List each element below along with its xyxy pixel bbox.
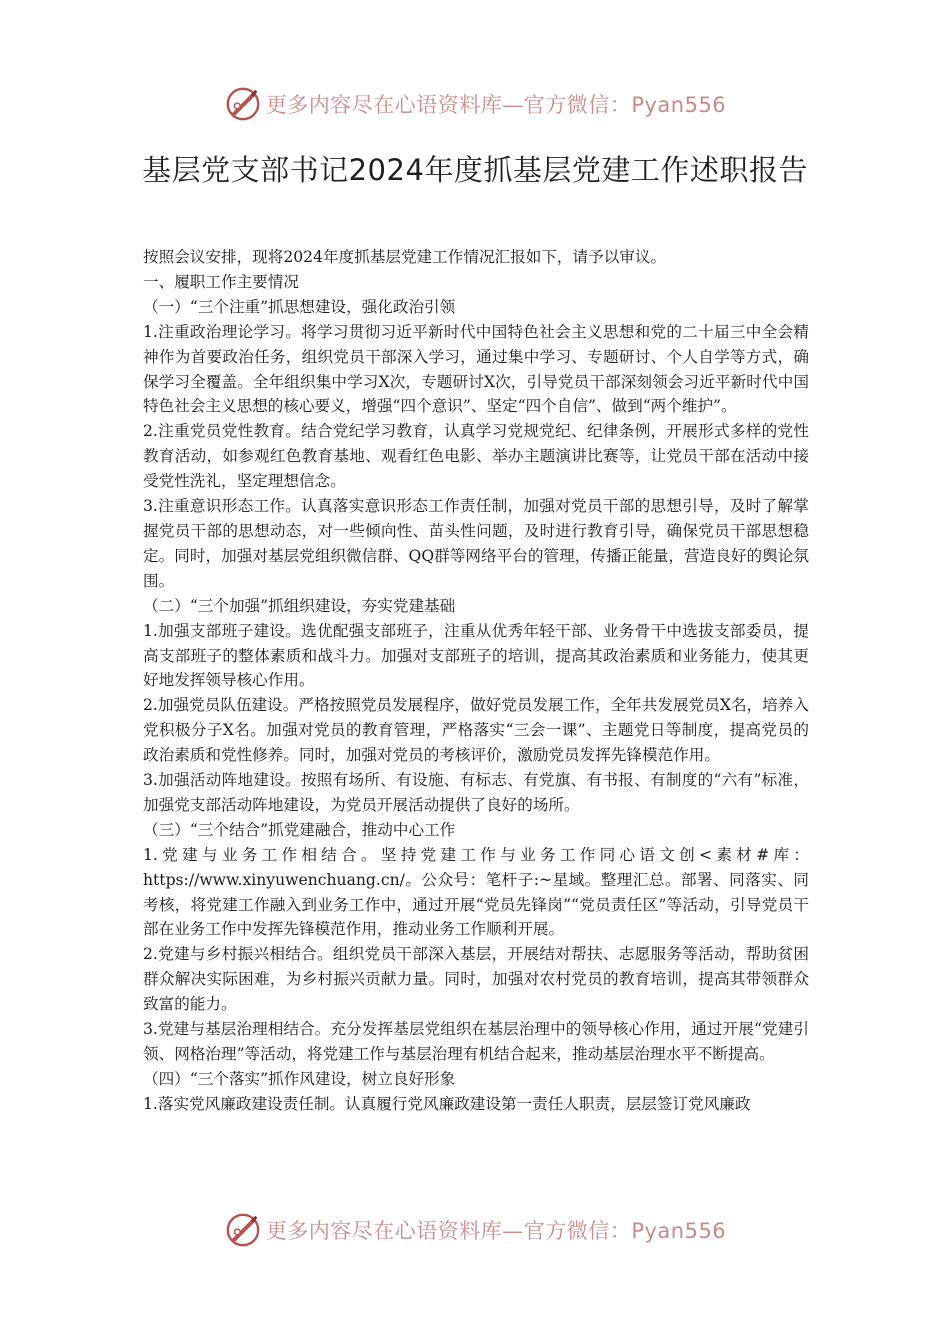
pen-logo-icon xyxy=(224,1211,262,1249)
paragraph: 2.注重党员党性教育。结合党纪学习教育，认真学习党规党纪、纪律条例，开展形式多样的党性教育活动，如参观红色教育基地、观看红色电影、举办主题演讲比赛等，让党员干部在活动中接受党性洗礼，坚定理想信念。 xyxy=(143,422,809,491)
paragraph: 1.落实党风廉政建设责任制。认真履行党风廉政建设第一责任人职责，层层签订党风廉政 xyxy=(143,1094,751,1113)
paragraph: 2.党建与乡村振兴相结合。组织党员干部深入基层，开展结对帮扶、志愿服务等活动，帮助贫困群众解决实际困难，为乡村振兴贡献力量。同时，加强对农村党员的教育培训，提高其带领群众致富的能力。 xyxy=(143,945,809,1014)
wechat-id: Pyan556 xyxy=(631,1219,727,1243)
section-heading: 一、履职工作主要情况 xyxy=(143,272,299,291)
pen-logo-icon xyxy=(224,85,262,123)
document-title: 基层党支部书记2024年度抓基层党建工作述职报告 xyxy=(142,153,808,187)
subsection-heading: （四）“三个落实”抓作风建设，树立良好形象 xyxy=(143,1069,456,1088)
paragraph: 按照会议安排，现将2024年度抓基层党建工作情况汇报如下，请予以审议。 xyxy=(143,248,667,266)
paragraph: 3.党建与基层治理相结合。充分发挥基层党组织在基层治理中的领导核心作用，通过开展“党建引领、网格治理”等活动，将党建工作与基层治理有机结合起来，推动基层治理水平不断提高。 xyxy=(143,1020,809,1063)
subsection-heading: （一）“三个注重”抓思想建设，强化政治引领 xyxy=(143,297,456,316)
header-banner xyxy=(0,84,950,124)
subsection-heading: （二）“三个加强”抓组织建设，夯实党建基础 xyxy=(143,596,456,615)
document-body xyxy=(143,245,809,1117)
wechat-id: Pyan556 xyxy=(631,93,727,117)
banner-text: 更多内容尽在心语资料库—官方微信：Pyan556 xyxy=(265,93,727,117)
footer-banner xyxy=(0,1210,950,1250)
subsection-heading: （三）“三个结合”抓党建融合，推动中心工作 xyxy=(143,820,456,839)
paragraph: 3.注重意识形态工作。认真落实意识形态工作责任制，加强对党员干部的思想引导，及时了解掌握党员干部的思想动态，对一些倾向性、苗头性问题，及时进行教育引导，确保党员干部思想稳定。同时，加强对基层党组织微信群、QQ群等网络平台的管理，传播正能量，营造良好的舆论氛围。 xyxy=(143,497,809,590)
banner-text: 更多内容尽在心语资料库—官方微信：Pyan556 xyxy=(265,1219,727,1243)
paragraph: 1.加强支部班子建设。选优配强支部班子，注重从优秀年轻干部、业务骨干中选拔支部委员，提高支部班子的整体素质和战斗力。加强对支部班子的培训，提高其政治素质和业务能力，使其更好地发挥领导核心作用。 xyxy=(143,621,809,690)
paragraph: 1.注重政治理论学习。将学习贯彻习近平新时代中国特色社会主义思想和党的二十届三中全会精神作为首要政治任务，组织党员干部深入学习，通过集中学习、专题研讨、个人自学等方式，确保学习全覆盖。全年组织集中学习X次，专题研讨X次，引导党员干部深刻领会习近平新时代中国特色社会主义思想的核心要义，增强“四个意识”、坚定“四个自信”、做到“两个维护”。 xyxy=(143,322,809,416)
paragraph: 2.加强党员队伍建设。严格按照党员发展程序，做好党员发展工作，全年共发展党员X名，培养入党积极分子X名。加强对党员的教育管理，严格落实“三会一课”、主题党日等制度，提高党员的政治素质和党性修养。同时，加强对党员的考核评价，激励党员发挥先锋模范作用。 xyxy=(143,696,809,765)
paragraph: 1.党建与业务工作相结合。坚持党建工作与业务工作同心语文创<素材#库：https://www.xinyuwenchuang.cn/。公众号：笔杆子:~星域。整理汇总。部署、同落实、同考核，将党建工作融入到业务工作中，通过开展“党员先锋岗”“党员责任区”等活动，引导党员干部在业务工作中发挥先锋模范作用，推动业务工作顺利开展。 xyxy=(143,845,809,939)
paragraph: 3.加强活动阵地建设。按照有场所、有设施、有标志、有党旗、有书报、有制度的“六有”标准，加强党支部活动阵地建设，为党员开展活动提供了良好的场所。 xyxy=(143,771,809,814)
